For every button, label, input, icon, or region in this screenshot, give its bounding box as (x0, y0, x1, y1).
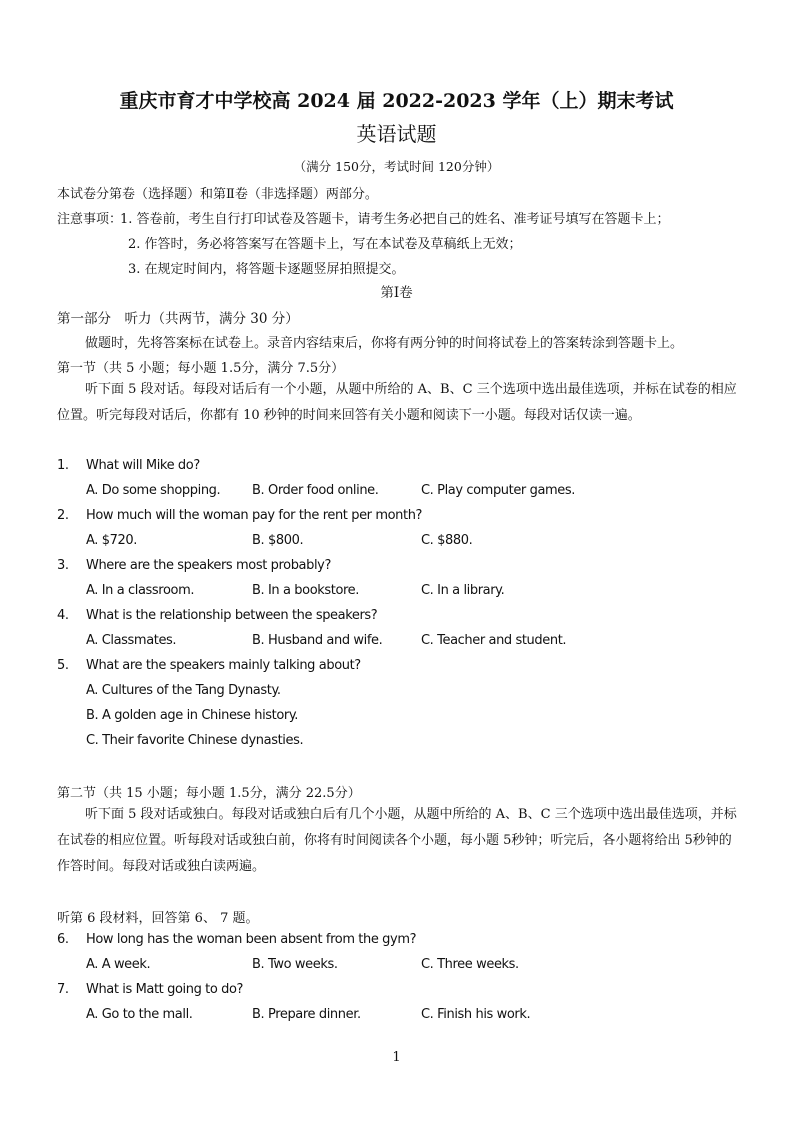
page-number: 1 (392, 1050, 401, 1065)
question-number: 3. (57, 558, 69, 573)
option-b: B. In a bookstore. (252, 583, 359, 598)
question-number: 2. (57, 508, 69, 523)
option-c: C. $880. (421, 533, 473, 548)
section1-intro: 听下面 5 段对话。每段对话后有一个小题，从题中所给的 A、B、C 三个选项中选出最佳选项，并标在试卷的相应位置。听完每段对话后，你都有 10 秒钟的时间来回答有关小题和阅读下一小题。每段对话仅读一遍。 (57, 382, 737, 423)
option-b: B. Two weeks. (252, 957, 338, 972)
question-text: What is Matt going to do? (86, 982, 244, 997)
option-b: B. Prepare dinner. (252, 1007, 361, 1022)
question-number: 1. (57, 458, 69, 473)
part1-heading: 第一部分 听力（共两节，满分 30 分） (57, 311, 299, 327)
question-number: 5. (57, 658, 69, 673)
option-b: B. A golden age in Chinese history. (86, 708, 299, 723)
question-number: 6. (57, 932, 69, 947)
question-text: How much will the woman pay for the rent per month? (86, 508, 423, 523)
question-text: How long has the woman been absent from the gym? (86, 932, 417, 947)
section1-heading: 第一节（共 5 小题；每小题 1.5分，满分 7.5分） (57, 361, 345, 376)
part1-intro: 做题时，先将答案标在试卷上。录音内容结束后，你将有两分钟的时间将试卷上的答案转涂到答题卡上。 (85, 336, 684, 351)
option-a: A. Classmates. (86, 633, 177, 648)
note-1: 1. 答卷前，考生自行打印试卷及答题卡，请考生务必把自己的姓名、准考证号填写在答题卡上； (120, 212, 670, 227)
material-label: 听第 6 段材料，回答第 6、 7 题。 (57, 911, 259, 926)
question-text: What will Mike do? (86, 458, 200, 473)
question-text: What is the relationship between the speakers? (86, 608, 378, 623)
option-b: B. Husband and wife. (252, 633, 383, 648)
question-number: 7. (57, 982, 69, 997)
option-c: C. Finish his work. (421, 1007, 531, 1022)
option-b: B. Order food online. (252, 483, 379, 498)
option-a: A. A week. (86, 957, 151, 972)
option-a: A. In a classroom. (86, 583, 195, 598)
exam-subtitle: 英语试题 (356, 122, 437, 146)
option-b: B. $800. (252, 533, 304, 548)
instructions-intro: 本试卷分第卷（选择题）和第Ⅱ卷（非选择题）两部分。 (57, 187, 378, 202)
question-text: Where are the speakers most probably? (86, 558, 331, 573)
exam-title: 重庆市育才中学校高 2024 届 2022-2023 学年（上）期末考试 (119, 90, 674, 112)
note-3: 3. 在规定时间内，将答题卡逐题竖屏拍照提交。 (128, 262, 405, 277)
question-text: What are the speakers mainly talking about? (86, 658, 361, 673)
option-c: C. Their favorite Chinese dynasties. (86, 733, 304, 748)
option-a: A. Cultures of the Tang Dynasty. (86, 683, 281, 698)
section2-intro: 听下面 5 段对话或独白。每段对话或独白后有几个小题，从题中所给的 A、B、C 三个选项中选出最佳选项，并标在试卷的相应位置。听每段对话或独白前，你将有时间阅读各个小题，每小题 5秒钟；听完后，各小题将给出 5秒钟的作答时间。每段对话或独白读两遍。 (57, 807, 737, 874)
notes-label: 注意事项： (57, 212, 123, 227)
exam-meta: （满分 150分，考试时间 120分钟） (293, 159, 500, 174)
section2-heading: 第二节（共 15 小题；每小题 1.5分，满分 22.5分） (57, 786, 361, 801)
note-2: 2. 作答时，务必将答案写在答题卡上，写在本试卷及草稿纸上无效； (128, 237, 522, 252)
question-number: 4. (57, 608, 69, 623)
option-c: C. Three weeks. (421, 957, 519, 972)
option-c: C. In a library. (421, 583, 505, 598)
option-c: C. Teacher and student. (421, 633, 567, 648)
option-a: A. Do some shopping. (86, 483, 221, 498)
volume-heading: 第Ⅰ卷 (380, 285, 413, 301)
option-a: A. Go to the mall. (86, 1007, 193, 1022)
option-c: C. Play computer games. (421, 483, 575, 498)
option-a: A. $720. (86, 533, 137, 548)
